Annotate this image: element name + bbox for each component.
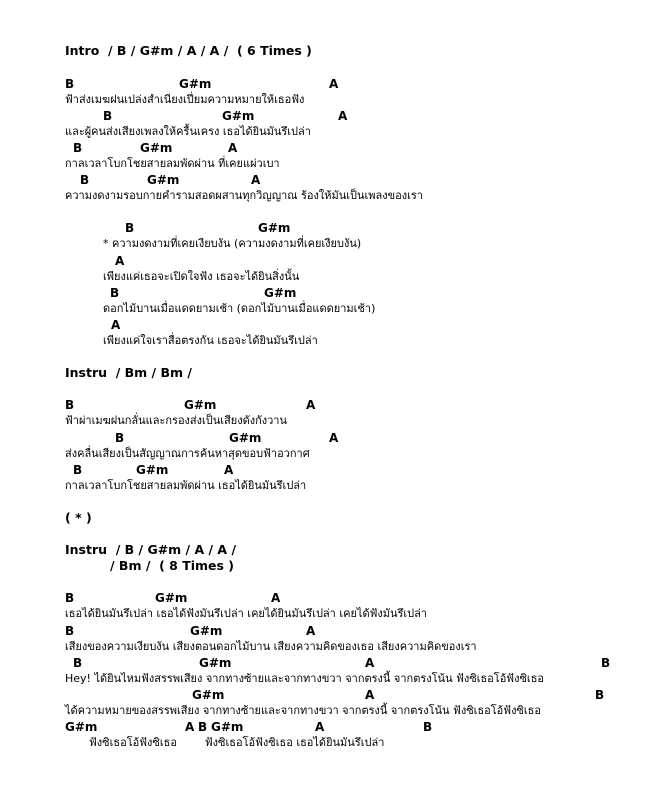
lyric-line: ได้ความหมายของสรรพเสียง จากทางซ้ายและจากทางขวา จากตรงนี้ จากตรงโน้น ฟังซิเธอโอ้ฟังซิเธอ xyxy=(65,704,541,717)
chord-label: B xyxy=(65,591,75,605)
chord-label: G#m xyxy=(264,286,297,300)
chord-label: G#m xyxy=(190,624,223,638)
chord-label: G#m xyxy=(192,688,225,702)
chord-label: B xyxy=(423,720,433,734)
chord-label: A xyxy=(251,173,261,187)
chord-label: B xyxy=(595,688,605,702)
chord-label: A xyxy=(338,109,348,123)
chord-label: G#m xyxy=(155,591,188,605)
chord-label: B xyxy=(80,173,90,187)
chord-label: B xyxy=(65,77,75,91)
lyric-line: ส่งคลื่นเสียงเป็นสัญญาณการค้นหาสุดขอบฟ้าอวกาศ xyxy=(65,447,310,460)
lyric-line: Hey! ได้ยินไหมฟังสรรพเสียง จากทางซ้ายและจากทางขวา จากตรงนี้ จากตรงโน้น ฟังซิเธอโอ้ฟังซิเธอ xyxy=(65,672,545,685)
chord-label: A xyxy=(228,141,238,155)
chord-label: B xyxy=(73,141,83,155)
chord-label: B xyxy=(65,398,75,412)
chord-label: G#m xyxy=(258,221,291,235)
chord-label: B xyxy=(198,720,208,734)
chord-label: G#m xyxy=(179,77,212,91)
lyric-line: * ความงดงามที่เคยเงียบงัน (ความงดงามที่เคยเงียบงัน) xyxy=(103,237,362,250)
lyric-line: เสียงของความเงียบงัน เสียงตอนดอกไม้บาน เสียงความคิดของเธอ เสียงความคิดของเรา xyxy=(65,640,477,653)
lyric-line: เธอได้ยินมันรึเปล่า เธอได้ฟังมันรึเปล่า เคยได้ยินมันรึเปล่า เคยได้ฟังมันรึเปล่า xyxy=(65,607,428,620)
chord-label: A xyxy=(115,254,125,268)
chord-label: G#m xyxy=(140,141,173,155)
chord-label: A xyxy=(365,688,375,702)
lyric-line: กาลเวลาโบกโชยสายลมพัดผ่าน ที่เคยแผ่วเบา xyxy=(65,157,280,170)
lyric-line: ฟังซิเธอโอ้ฟังซิเธอ ฟังซิเธอโอ้ฟังซิเธอ เธอได้ยินมันรึเปล่า xyxy=(89,736,385,749)
chord-label: G#m xyxy=(136,463,169,477)
chord-label: B xyxy=(65,624,75,638)
chord-label: G#m xyxy=(184,398,217,412)
chord-label: A xyxy=(271,591,281,605)
lyric-line: กาลเวลาโบกโชยสายลมพัดผ่าน เธอได้ยินมันรึเปล่า xyxy=(65,479,307,492)
lyric-line: ฟ้าส่งเมฆฝนเปล่งสำเนียงเปี่ยมความหมายให้เธอฟัง xyxy=(65,93,305,106)
chord-label: B xyxy=(73,656,83,670)
chord-label: B xyxy=(110,286,120,300)
chord-label: G#m xyxy=(147,173,180,187)
chord-label: A xyxy=(365,656,375,670)
chord-label: G#m xyxy=(229,431,262,445)
chord-label: G#m xyxy=(199,656,232,670)
chord-label: G#m xyxy=(211,720,244,734)
instrumental-line: / Bm / ( 8 Times ) xyxy=(110,558,235,573)
chord-label: A xyxy=(329,431,339,445)
chord-label: A xyxy=(329,77,339,91)
lyric-line: เพียงแค่ใจเราสื่อตรงกัน เธอจะได้ยินมันรึเปล่า xyxy=(103,334,318,347)
chord-label: B xyxy=(103,109,113,123)
repeat-chorus-marker: ( * ) xyxy=(65,510,92,525)
chord-label: A xyxy=(224,463,234,477)
instrumental-line: Instru / B / G#m / A / A / xyxy=(65,542,237,557)
lyric-line: ดอกไม้บานเมื่อแดดยามเช้า (ดอกไม้บานเมื่อแดดยามเช้า) xyxy=(103,302,376,315)
chord-label: A xyxy=(306,398,316,412)
chord-label: G#m xyxy=(222,109,255,123)
chord-label: A xyxy=(315,720,325,734)
lyric-line: ฟ้าผ่าเมฆฝนกลั่นและกรองส่งเป็นเสียงดังกังวาน xyxy=(65,414,287,427)
chord-label: B xyxy=(115,431,125,445)
instrumental-line: Instru / Bm / Bm / xyxy=(65,365,192,380)
chord-label: B xyxy=(125,221,135,235)
chord-label: B xyxy=(601,656,611,670)
chord-label: A xyxy=(111,318,121,332)
intro-line: Intro / B / G#m / A / A / ( 6 Times ) xyxy=(65,43,312,58)
lyric-line: ความงดงามรอบกายคำรามสอดผสานทุกวิญญาณ ร้องให้มันเป็นเพลงของเรา xyxy=(65,189,423,202)
chord-label: G#m xyxy=(65,720,98,734)
lyric-line: และผู้คนส่งเสียงเพลงให้ครื้นเครง เธอได้ยินมันรึเปล่า xyxy=(65,125,311,138)
chord-label: B xyxy=(73,463,83,477)
chord-label: A xyxy=(185,720,195,734)
lyric-line: เพียงแค่เธอจะเปิดใจฟัง เธอจะได้ยินสิ่งนั้น xyxy=(103,270,300,283)
chord-label: A xyxy=(306,624,316,638)
